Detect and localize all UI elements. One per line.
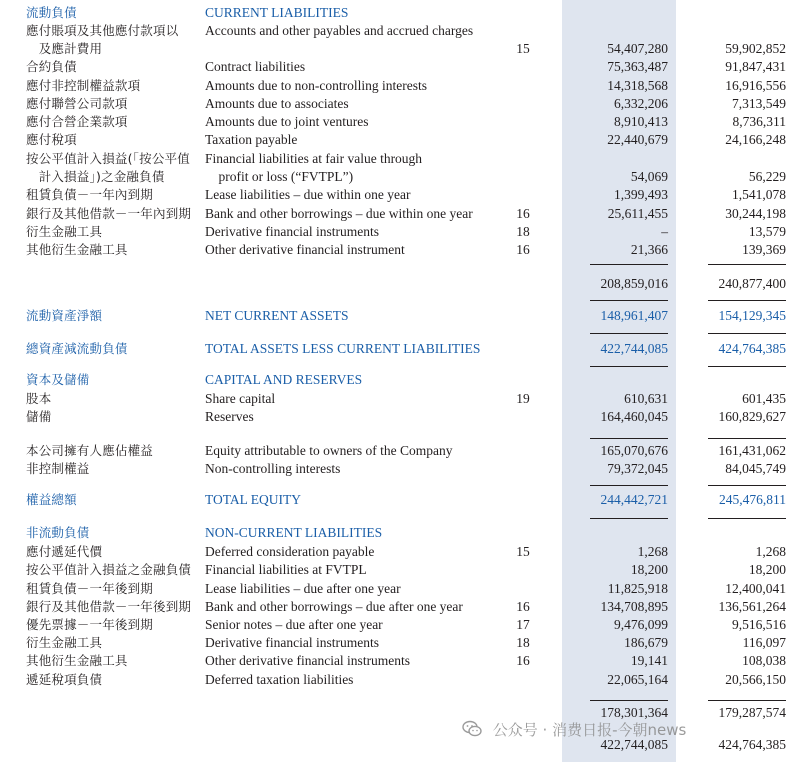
total-rule [708, 700, 786, 701]
line-item-row [0, 671, 809, 689]
total-rule [590, 438, 668, 439]
label-en: Share capital [205, 391, 276, 406]
value-current-year: 22,065,164 [607, 672, 668, 687]
line-item-row [0, 543, 809, 561]
value-prior-year: 1,541,078 [732, 187, 786, 202]
value-current-year: 22,440,679 [607, 132, 668, 147]
label-zh: 資本及儲備 [26, 372, 90, 387]
value-current-year: 244,442,721 [600, 492, 668, 507]
value-current-year: 9,476,099 [614, 617, 668, 632]
label-zh: 其他衍生金融工具 [26, 653, 128, 668]
value-current-year: 21,366 [630, 242, 668, 257]
value-prior-year: 8,736,311 [732, 114, 786, 129]
section-heading-row [0, 4, 809, 22]
value-prior-year: 30,244,198 [725, 206, 786, 221]
label-zh: 儲備 [26, 409, 52, 424]
value-prior-year: 424,764,385 [718, 737, 786, 752]
value-prior-year: 13,579 [748, 224, 786, 239]
value-prior-year: 116,097 [742, 635, 786, 650]
value-current-year: 19,141 [630, 653, 668, 668]
line-item-row [0, 390, 809, 408]
line-item-row [0, 131, 809, 149]
section-heading-row [0, 371, 809, 389]
label-zh: 應付賬項及其他應付款項以 [26, 23, 179, 38]
line-item-row [0, 598, 809, 616]
watermark [462, 719, 686, 741]
label-en: Financial liabilities at FVTPL [205, 562, 367, 577]
label-zh: 優先票據－一年後到期 [26, 617, 154, 632]
value-current-year: 6,332,206 [614, 96, 668, 111]
label-zh: 權益總額 [26, 492, 77, 507]
label-en: Amounts due to non-controlling interests [205, 78, 427, 93]
value-prior-year: 245,476,811 [719, 492, 786, 507]
value-prior-year: 18,200 [748, 562, 786, 577]
value-prior-year: 161,431,062 [718, 443, 786, 458]
value-prior-year: 20,566,150 [725, 672, 786, 687]
label-en: Bank and other borrowings – due within one year [205, 206, 473, 221]
label-en: CAPITAL AND RESERVES [205, 372, 363, 387]
label-en: Accounts and other payables and accrued charges [205, 23, 474, 38]
note-ref: 15 [516, 544, 530, 559]
label-en: Amounts due to associates [205, 96, 349, 111]
value-current-year: 422,744,085 [600, 737, 668, 752]
total-rule [590, 485, 668, 486]
value-prior-year: 9,516,516 [732, 617, 786, 632]
note-ref: 16 [516, 242, 530, 257]
value-current-year: 148,961,407 [600, 308, 668, 323]
total-rule [590, 300, 668, 301]
label-en: Deferred consideration payable [205, 544, 375, 559]
line-item-row [0, 442, 809, 460]
label-en: Financial liabilities at fair value through [205, 151, 423, 166]
label-zh: 應付聯營公司款項 [26, 96, 128, 111]
label-zh: 銀行及其他借款－一年內到期 [26, 206, 192, 221]
value-current-year: 11,825,918 [607, 581, 668, 596]
label-en: Lease liabilities – due within one year [205, 187, 411, 202]
value-prior-year: 16,916,556 [725, 78, 786, 93]
label-zh: 按公平值計入損益之金融負債 [26, 562, 192, 577]
watermark-text: 公众号 · 消费日报-今朝news [492, 721, 687, 739]
value-current-year: 164,460,045 [600, 409, 668, 424]
value-prior-year: 139,369 [742, 242, 786, 257]
wechat-icon [462, 720, 482, 738]
total-rule [590, 366, 668, 367]
note-ref: 19 [516, 391, 530, 406]
label-zh: 總資產減流動負債 [26, 341, 128, 356]
label-zh: 租賃負債－一年後到期 [26, 581, 154, 596]
section-heading-row [0, 340, 809, 358]
label-en: Lease liabilities – due after one year [205, 581, 401, 596]
label-zh: 流動資產淨額 [26, 308, 103, 323]
label-en: NET CURRENT ASSETS [205, 308, 349, 323]
line-item-row [0, 275, 809, 293]
value-prior-year: 84,045,749 [725, 461, 786, 476]
value-current-year: 422,744,085 [600, 341, 668, 356]
label-en: Deferred taxation liabilities [205, 672, 354, 687]
label-en: Taxation payable [205, 132, 298, 147]
value-prior-year: 59,902,852 [725, 41, 786, 56]
label-zh: 非控制權益 [26, 461, 90, 476]
value-current-year: – [661, 224, 668, 239]
line-item-row [0, 22, 809, 40]
note-ref: 16 [516, 599, 530, 614]
line-item-row [0, 561, 809, 579]
total-rule [590, 333, 668, 334]
value-prior-year: 240,877,400 [718, 276, 786, 291]
note-ref: 18 [516, 224, 530, 239]
label-zh: 其他衍生金融工具 [26, 242, 128, 257]
line-item-row [0, 616, 809, 634]
value-current-year: 8,910,413 [614, 114, 668, 129]
line-item-row [0, 205, 809, 223]
line-item-row [0, 460, 809, 478]
value-prior-year: 179,287,574 [718, 705, 786, 720]
value-current-year: 610,631 [624, 391, 668, 406]
note-ref: 18 [516, 635, 530, 650]
value-current-year: 1,268 [637, 544, 668, 559]
label-zh: 按公平值計入損益(「按公平值 [26, 151, 190, 166]
value-current-year: 134,708,895 [600, 599, 668, 614]
label-zh: 及應計費用 [26, 41, 103, 56]
total-rule [708, 366, 786, 367]
value-current-year: 14,318,568 [607, 78, 668, 93]
label-en: NON-CURRENT LIABILITIES [205, 525, 383, 540]
line-item-row [0, 704, 809, 722]
label-zh: 應付非控制權益款項 [26, 78, 141, 93]
total-rule [708, 333, 786, 334]
label-en: profit or loss (“FVTPL”) [205, 169, 354, 184]
label-zh: 銀行及其他借款－一年後到期 [26, 599, 192, 614]
label-zh: 非流動負債 [26, 525, 90, 540]
value-prior-year: 1,268 [755, 544, 786, 559]
line-item-row [0, 40, 809, 58]
value-current-year: 54,407,280 [607, 41, 668, 56]
label-en: TOTAL EQUITY [205, 492, 302, 507]
label-zh: 股本 [26, 391, 52, 406]
line-item-row [0, 58, 809, 76]
total-rule [708, 264, 786, 265]
label-en: Non-controlling interests [205, 461, 341, 476]
total-rule [590, 264, 668, 265]
value-prior-year: 12,400,041 [725, 581, 786, 596]
value-prior-year: 56,229 [748, 169, 786, 184]
label-en: CURRENT LIABILITIES [205, 5, 349, 20]
total-rule [590, 518, 668, 519]
total-rule [708, 438, 786, 439]
value-prior-year: 91,847,431 [725, 59, 786, 74]
line-item-row [0, 736, 809, 754]
line-item-row [0, 77, 809, 95]
label-zh: 流動負債 [26, 5, 77, 20]
label-zh: 衍生金融工具 [26, 224, 103, 239]
line-item-row [0, 95, 809, 113]
label-en: Derivative financial instruments [205, 635, 379, 650]
label-zh: 衍生金融工具 [26, 635, 103, 650]
label-en: Contract liabilities [205, 59, 306, 74]
line-item-row [0, 168, 809, 186]
value-current-year: 54,069 [630, 169, 668, 184]
total-rule [590, 700, 668, 701]
label-zh: 應付稅項 [26, 132, 77, 147]
label-en: Equity attributable to owners of the Company [205, 443, 453, 458]
value-prior-year: 160,829,627 [718, 409, 786, 424]
label-zh: 計入損益」)之金融負債 [26, 169, 165, 184]
line-item-row [0, 186, 809, 204]
line-item-row [0, 113, 809, 131]
value-prior-year: 24,166,248 [725, 132, 786, 147]
line-item-row [0, 223, 809, 241]
line-item-row [0, 580, 809, 598]
note-ref: 17 [516, 617, 530, 632]
label-zh: 本公司擁有人應佔權益 [26, 443, 154, 458]
label-en: Senior notes – due after one year [205, 617, 383, 632]
label-en: Bank and other borrowings – due after one year [205, 599, 463, 614]
value-prior-year: 136,561,264 [718, 599, 786, 614]
value-prior-year: 601,435 [742, 391, 786, 406]
note-ref: 16 [516, 653, 530, 668]
label-en: Reserves [205, 409, 254, 424]
total-rule [708, 518, 786, 519]
label-en: Other derivative financial instruments [205, 653, 411, 668]
line-item-row [0, 241, 809, 259]
label-en: Derivative financial instruments [205, 224, 379, 239]
label-zh: 租賃負債－一年內到期 [26, 187, 154, 202]
value-current-year: 18,200 [630, 562, 668, 577]
value-current-year: 25,611,455 [607, 206, 668, 221]
value-current-year: 208,859,016 [600, 276, 668, 291]
line-item-row [0, 652, 809, 670]
value-current-year: 186,679 [624, 635, 668, 650]
line-item-row [0, 408, 809, 426]
label-zh: 合約負債 [26, 59, 77, 74]
line-item-row [0, 150, 809, 168]
section-heading-row [0, 524, 809, 542]
section-heading-row [0, 307, 809, 325]
total-rule [708, 300, 786, 301]
line-item-row [0, 634, 809, 652]
label-en: Amounts due to joint ventures [205, 114, 369, 129]
section-heading-row [0, 491, 809, 509]
value-current-year: 178,301,364 [600, 705, 668, 720]
label-zh: 應付遞延代價 [26, 544, 103, 559]
value-prior-year: 424,764,385 [718, 341, 786, 356]
value-current-year: 75,363,487 [607, 59, 668, 74]
label-en: Other derivative financial instrument [205, 242, 405, 257]
value-current-year: 1,399,493 [614, 187, 668, 202]
label-zh: 應付合營企業款項 [26, 114, 128, 129]
value-prior-year: 154,129,345 [718, 308, 786, 323]
value-prior-year: 7,313,549 [732, 96, 786, 111]
value-current-year: 79,372,045 [607, 461, 668, 476]
label-zh: 遞延稅項負債 [26, 672, 103, 687]
label-en: TOTAL ASSETS LESS CURRENT LIABILITIES [205, 341, 481, 356]
value-current-year: 165,070,676 [600, 443, 668, 458]
value-prior-year: 108,038 [742, 653, 786, 668]
total-rule [708, 485, 786, 486]
note-ref: 15 [516, 41, 530, 56]
note-ref: 16 [516, 206, 530, 221]
